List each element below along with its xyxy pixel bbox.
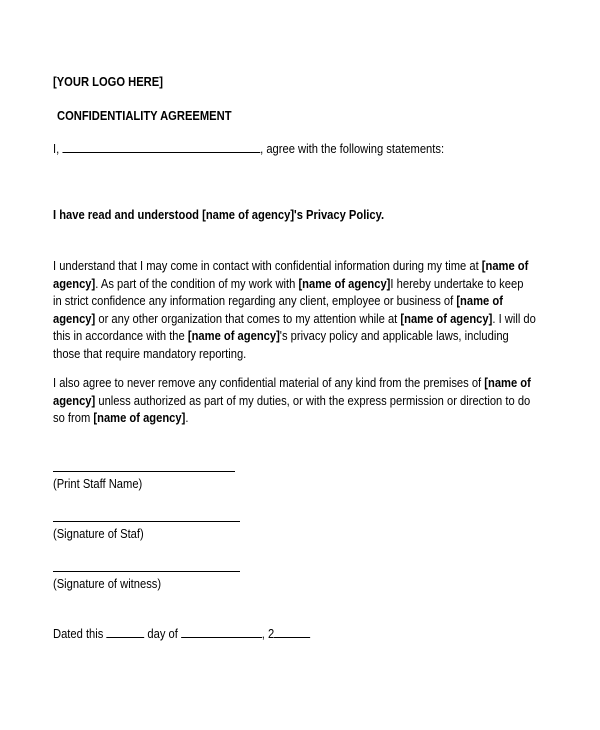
agency-placeholder: [name of <box>456 293 503 309</box>
text-span: this in accordance with the <box>53 328 188 344</box>
agency-placeholder: [name of agency] <box>93 410 186 426</box>
print-name-line <box>53 471 235 472</box>
intro-prefix: I, <box>53 141 63 156</box>
text-span: or any other organization that comes to my attention while at <box>95 310 401 326</box>
agency-placeholder: [name of agency] <box>298 275 391 291</box>
document-title: CONFIDENTIALITY AGREEMENT <box>57 108 232 123</box>
logo-placeholder: [YOUR LOGO HERE] <box>53 74 163 89</box>
privacy-statement: I have read and understood [name of agency]'s Privacy Policy. <box>53 207 385 222</box>
print-name-label: (Print Staff Name) <box>53 476 143 491</box>
text-span: so from <box>53 410 94 426</box>
text-span: I also agree to never remove any confidential material of any kind from the premises of <box>53 375 485 390</box>
text-span: I hereby undertake to keep <box>390 275 524 291</box>
intro-suffix: , agree with the following statements: <box>260 141 445 156</box>
paragraph-line <box>53 327 536 345</box>
agency-placeholder: [name of agency] <box>187 328 280 344</box>
name-blank <box>62 140 260 153</box>
paragraph-line <box>53 292 536 310</box>
month-blank <box>181 625 262 638</box>
text-span: 's privacy policy and applicable laws, including <box>279 328 509 344</box>
year-blank <box>274 625 310 638</box>
dated-prefix: Dated this <box>53 626 107 641</box>
staff-signature-line <box>53 521 240 522</box>
paragraph-line <box>53 257 536 275</box>
text-span: . As part of the condition of my work with <box>95 275 299 291</box>
agency-placeholder: [name of <box>484 375 531 390</box>
text-span: those that require mandatory reporting. <box>53 345 247 361</box>
paragraph-line <box>53 310 536 328</box>
agency-placeholder: [name of <box>481 258 529 273</box>
paragraph-line <box>53 409 531 427</box>
intro-statement <box>53 140 444 157</box>
paragraph-line <box>53 392 531 410</box>
witness-signature-line <box>53 571 240 572</box>
paragraph-line <box>53 345 536 363</box>
text-span: in strict confidence any information regarding any client, employee or business of <box>53 293 457 309</box>
dated-line <box>53 625 310 642</box>
witness-signature-label: (Signature of witness) <box>53 576 162 591</box>
text-span: . <box>185 410 189 426</box>
paragraph-materials <box>53 374 600 427</box>
text-span: I understand that I may come in contact with confidential information during my time at <box>53 258 482 273</box>
paragraph-line <box>53 275 536 293</box>
paragraph-line <box>53 374 531 392</box>
agency-placeholder: agency] <box>53 392 96 408</box>
paragraph-understanding <box>53 257 600 363</box>
text-span: unless authorized as part of my duties, or with the express permission or direction to do <box>95 392 531 408</box>
day-of-text: day of <box>144 626 181 641</box>
staff-signature-label: (Signature of Staf) <box>53 526 144 541</box>
agency-placeholder: [name of agency] <box>400 310 493 326</box>
year-prefix: , 2 <box>261 626 275 641</box>
day-blank <box>106 625 144 638</box>
agency-placeholder: agency] <box>53 310 96 326</box>
agency-placeholder: agency] <box>53 275 96 291</box>
text-span: . I will do <box>492 310 536 326</box>
